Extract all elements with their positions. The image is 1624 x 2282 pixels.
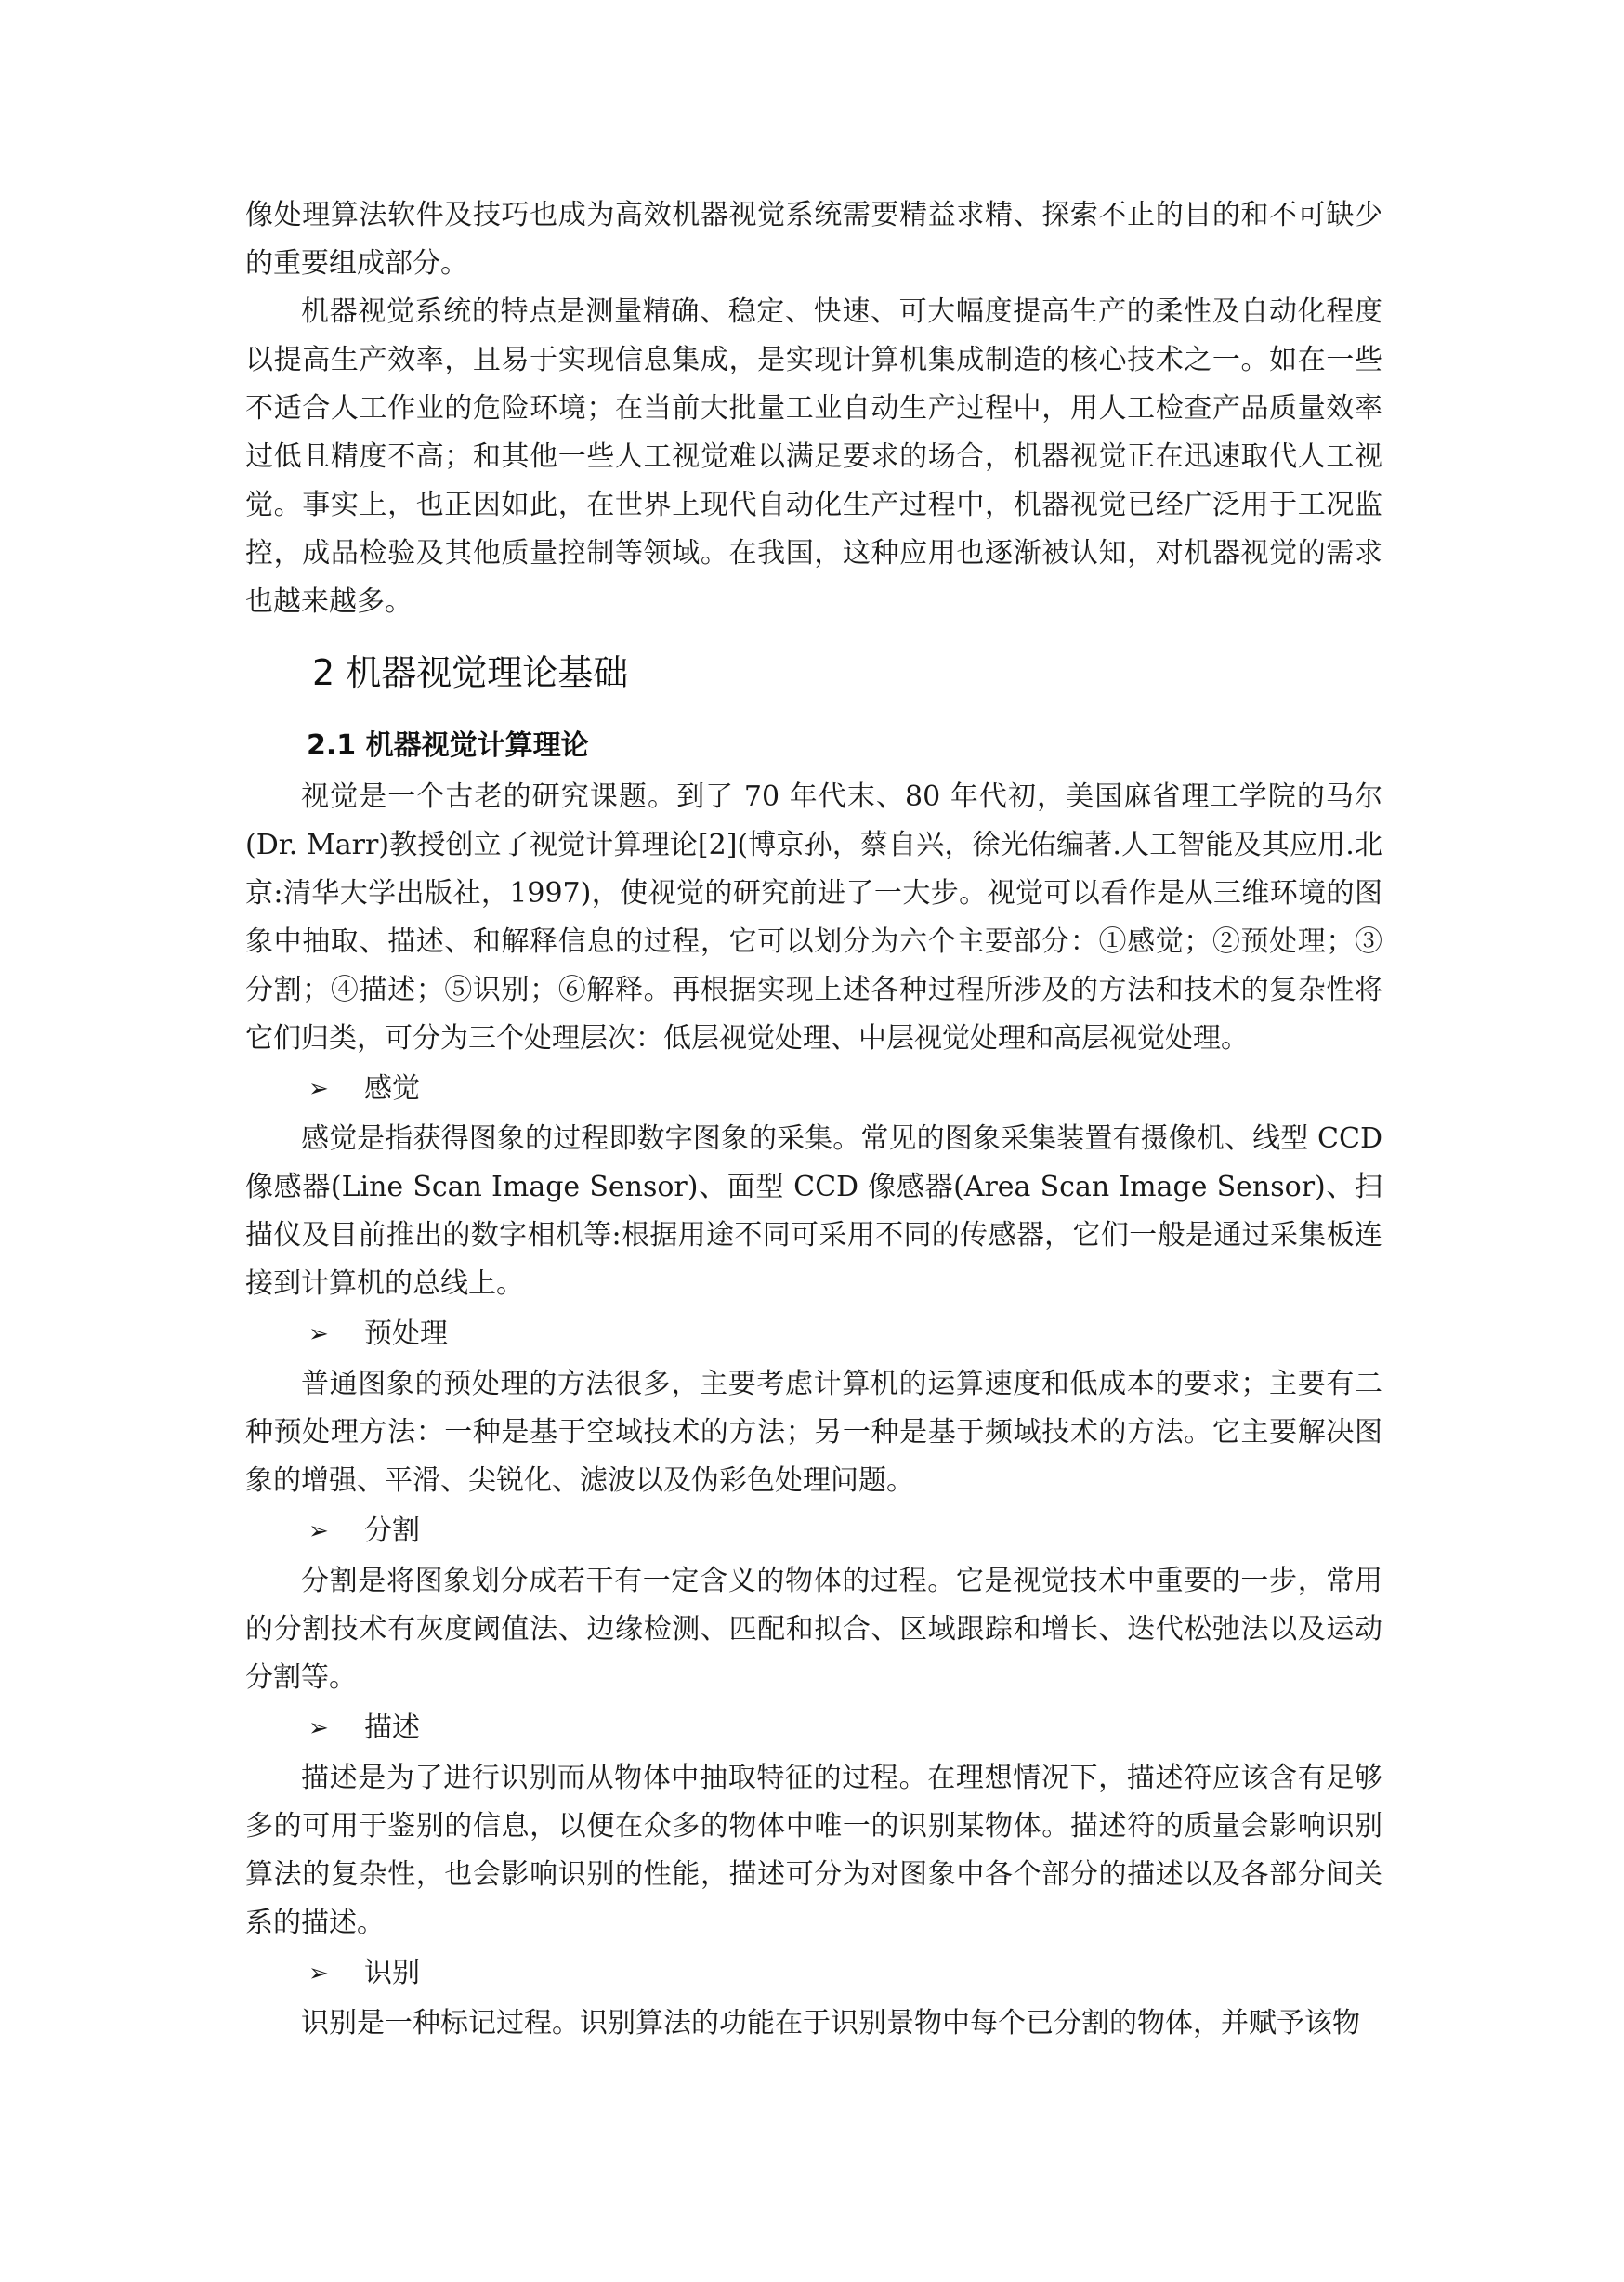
paragraph-vision-theory: 视觉是一个古老的研究课题。到了 70 年代末、80 年代初，美国麻省理工学院的马尔(Dr. Marr)教授创立了视觉计算理论[2](博京孙，蔡自兴，徐光佑编著.人工智能及其应用.北京:清华大学出版社，1997)，使视觉的研究前进了一大步。视觉可以看作是从三维环境的图象中抽取、描述、和解释信息的过程，它可以划分为六个主要部分：①感觉；②预处理；③分割；④描述；⑤识别；⑥解释。再根据实现上述各种过程所涉及的方法和技术的复杂性将它们归类，可分为三个处理层次：低层视觉处理、中层视觉处理和高层视觉处理。: [245, 780, 1382, 1055]
paragraph-machine-vision-features: 机器视觉系统的特点是测量精确、稳定、快速、可大幅度提高生产的柔性及自动化程度以提高生产效率，且易于实现信息集成，是实现计算机集成制造的核心技术之一。如在一些不适合人工作业的危险环境；在当前大批量工业自动生产过程中，用人工检查产品质量效率过低且精度不高；和其他一些人工视觉难以满足要求的场合，机器视觉正在迅速取代人工视觉。事实上，也正因如此，在世界上现代自动化生产过程中，机器视觉已经广泛用于工况监控，成品检验及其他质量控制等领域。在我国，这种应用也逐渐被认知，对机器视觉的需求也越来越多。: [245, 295, 1382, 618]
bullet-sensing: [308, 1065, 1382, 1113]
bullet-preprocessing: [308, 1310, 1382, 1358]
document-page: [245, 191, 1382, 2048]
arrow-bullet-icon: ➢: [308, 1960, 329, 1987]
bullet-label: 分割: [364, 1515, 420, 1547]
bullet-label: 感觉: [364, 1072, 420, 1105]
paragraph-description: 描述是为了进行识别而从物体中抽取特征的过程。在理想情况下，描述符应该含有足够多的可用于鉴别的信息，以便在众多的物体中唯一的识别某物体。描述符的质量会影响识别算法的复杂性，也会影响识别的性能，描述可分为对图象中各个部分的描述以及各部分间关系的描述。: [245, 1762, 1382, 1939]
arrow-bullet-icon: ➢: [308, 1517, 329, 1545]
bullet-segmentation: [308, 1507, 1382, 1555]
section-heading: 2 机器视觉理论基础: [312, 652, 629, 693]
bullet-label: 识别: [364, 1957, 420, 1989]
paragraph-continuation: 像处理算法软件及技巧也成为高效机器视觉系统需要精益求精、探索不止的目的和不可缺少的重要组成部分。: [245, 199, 1382, 280]
bullet-recognition: [308, 1949, 1382, 1998]
bullet-label: 预处理: [364, 1318, 448, 1350]
bullet-description: [308, 1704, 1382, 1752]
paragraph-recognition: 识别是一种标记过程。识别算法的功能在于识别景物中每个已分割的物体，并赋予该物: [301, 2007, 1360, 2039]
paragraph-preprocessing: 普通图象的预处理的方法很多，主要考虑计算机的运算速度和低成本的要求；主要有二种预处理方法：一种是基于空域技术的方法；另一种是基于频域技术的方法。它主要解决图象的增强、平滑、尖锐化、滤波以及伪彩色处理问题。: [245, 1368, 1382, 1497]
paragraph-segmentation: 分割是将图象划分成若干有一定含义的物体的过程。它是视觉技术中重要的一步，常用的分割技术有灰度阈值法、边缘检测、匹配和拟合、区域跟踪和增长、迭代松弛法以及运动分割等。: [245, 1565, 1382, 1694]
bullet-label: 描述: [364, 1712, 420, 1744]
arrow-bullet-icon: ➢: [308, 1714, 329, 1742]
arrow-bullet-icon: ➢: [308, 1320, 329, 1348]
arrow-bullet-icon: ➢: [308, 1075, 329, 1103]
paragraph-sensing: 感觉是指获得图象的过程即数字图象的采集。常见的图象采集装置有摄像机、线型 CCD 像感器(Line Scan Image Sensor)、面型 CCD 像感器(Area Scan Image Sensor)、扫描仪及目前推出的数字相机等:根据用途不同可采用不同的传感器，它们一般是通过采集板连接到计算机的总线上。: [245, 1122, 1382, 1300]
subsection-heading: 2.1 机器视觉计算理论: [307, 729, 589, 762]
